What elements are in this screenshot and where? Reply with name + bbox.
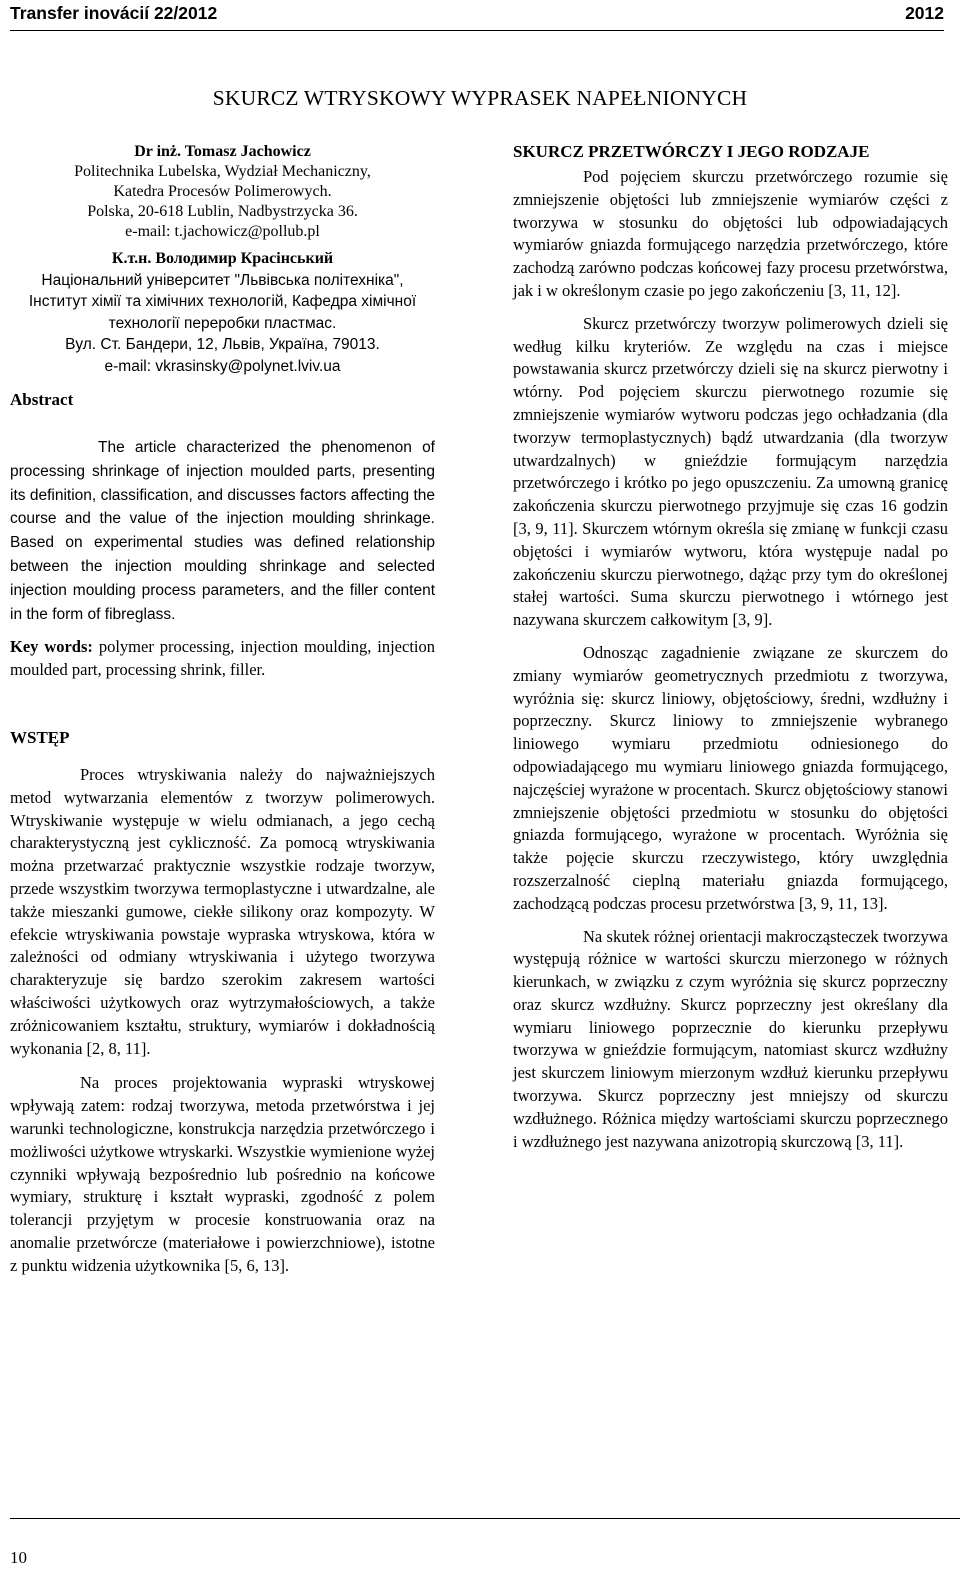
- journal-year: 2012: [905, 3, 944, 23]
- keywords-label: Key words:: [10, 637, 93, 657]
- author-polish-name: Dr inż. Tomasz Jachowicz: [134, 143, 311, 160]
- skurcz-paragraph-1: Pod pojęciem skurczu przetwórczego rozumie się zmniejszenie objętości lub zmniejszenie wymiarów części z tworzywa w stosunku do objętości lub odpowiadających wymiarów gniazda formującego narzędzia przetwórczego, które zachodzą zarówno podczas końcowej fazy procesu przetwórstwa, jak i w określonym czasie po jego zakończeniu [3, 11, 12].: [513, 167, 948, 300]
- author-polish-address: Polska, 20-618 Lublin, Nadbystrzycka 36.: [87, 203, 358, 220]
- page-number: 10: [10, 1548, 27, 1567]
- skurcz-body: [513, 166, 948, 1153]
- right-column: [513, 142, 948, 1163]
- skurcz-paragraph-3: Odnosząc zagadnienie związane ze skurczem do zmiany wymiarów geometrycznych przedmiotu z tworzywa, wyróżnia się: skurcz liniowy, objętościowy, średni, wzdłużny i poprzeczny. Skurcz liniowy to zmniejszenie wybranego liniowego wymiaru przedmiotu odniesionego do odpowiadającego mu wymiaru liniowego gniazda formującego, najczęściej wyrażone w procentach. Skurcz objętościowy stanowi zmniejszenie objętości przedmiotu w stosunku do objętości gniazda formującego, wyrażone w procentach. Wyróżnia się także pojęcie skurczu rzeczywistego, który uwzględnia rozszerzalność cieplną materiału gniazda formującego, zachodzącą podczas procesu przetwórstwa [3, 9, 11, 13].: [513, 642, 948, 913]
- author-ukrainian: [10, 248, 435, 377]
- footer-rule: [10, 1518, 960, 1519]
- keywords: [10, 636, 435, 682]
- abstract-text: The article characterized the phenomenon of processing shrinkage of injection moulded parts, presenting its definition, classification, and discusses factors affecting the course and the value of the injection moulding shrinkage. Based on experimental studies was defined relationship between the injection moulding shrinkage and selected injection moulding process parameters, and the filler content in the form of fibreglass.: [10, 439, 435, 623]
- skurcz-paragraph-4: Na skutek różnej orientacji makrocząsteczek tworzywa występują różnice w wartości skurczu mierzonego w różnych kierunkach, w związku z czym wyróżnia się skurcz poprzeczny oraz skurcz wzdłużny. Skurcz poprzeczny jest określany dla wymiaru liniowego poprzecznie do kierunku przepływu tworzywa w gnieździe formującym, natomiast skurcz wzdłużny jest skurczem liniowym mierzonym wzdłuż kierunku przepływu tworzywa. Skurcz poprzeczny jest mniejszy od skurczu wzdłużnego. Różnica między wartościami skurczu poprzecznego i wzdłużnego jest nazywana anizotropią skurczową [3, 11].: [513, 926, 948, 1151]
- article-title: SKURCZ WTRYSKOWY WYPRASEK NAPEŁNIONYCH: [212, 86, 748, 110]
- skurcz-paragraph-2: Skurcz przetwórczy tworzyw polimerowych dzieli się według kilku kryteriów. Ze względu na czas i miejsce powstawania skurcz przetwórczy dzieli się na skurcz pierwotny i wtórny. Pod pojęciem skurczu pierwotnego rozumie się zmniejszenie wymiarów wytworu podczas jego ochładzania (dla tworzyw termoplastycznych) bądź utwardzania (dla tworzyw utwardzalnych) w gnieździe formującym narzędzia przetwórczego i krótko po jego opuszczeniu. Za umowną granicę zakończenia skurczu pierwotnego przyjmuje się czas 16 godzin [3, 9, 11]. Skurczem wtórnym określa się zmianę w funkcji czasu objętości i wymiarów wytworu, która występuje nadal po zakończeniu skurczu pierwotnego, dążąc przy tym do określonej stałej wartości. Suma skurczu pierwotnego i wtórnego jest nazywana skurczem całkowitym [3, 9].: [513, 313, 948, 630]
- author-polish-affiliation-1: Politechnika Lubelska, Wydział Mechaniczny,: [74, 163, 371, 180]
- left-column: [10, 142, 435, 1278]
- running-head: [10, 0, 944, 31]
- section-heading-skurcz: SKURCZ PRZETWÓRCZY I JEGO RODZAJE: [513, 142, 870, 161]
- abstract-heading: Abstract: [10, 390, 74, 409]
- author-polish-affiliation-2: Katedra Procesów Polimerowych.: [113, 183, 332, 200]
- author-ukrainian-affiliation: Національний університет "Львівська політехніка", Інститут хімії та хімічних технологій, Кафедра хімічної технології переробки пластмас.: [28, 271, 417, 332]
- author-polish-email: e-mail: t.jachowicz@pollub.pl: [125, 223, 320, 240]
- keywords-list: polymer processing, injection moulding, injection moulded part, processing shrink, filler.: [10, 637, 435, 680]
- wstep-paragraph-2: Na proces projektowania wypraski wtryskowej wpływają zatem: rodzaj tworzywa, metoda przetwórstwa i jej warunki technologiczne, konstrukcja narzędzia przetwórczego i możliwości użytkowe wtryskarki. Wszystkie wymienione wyżej czynniki wpływają bezpośrednio lub pośrednio na końcowe wymiary, strukturę i kształt wypraski, zgodność z polem tolerancji przyjętym w procesie konstruowania oraz na anomalie przetwórcze (materiałowe i powierzchniowe), istotne z punktu widzenia użytkownika [5, 6, 13].: [10, 1073, 435, 1275]
- section-heading-wstep: WSTĘP: [10, 727, 70, 747]
- author-ukrainian-address: Вул. Ст. Бандери, 12, Львів, Україна, 79013.: [65, 336, 380, 353]
- author-ukrainian-email: e-mail: vkrasinsky@polynet.lviv.ua: [104, 357, 341, 375]
- wstep-paragraph-1: Proces wtryskiwania należy do najważniejszych metod wytwarzania elementów z tworzyw polimerowych. Wtryskiwanie występuje w wielu odmianach, a jego cechą charakterystyczną jest cykliczność. Za pomocą wtryskiwania można przetwarzać praktycznie wszystkie rodzaje tworzyw, przede wszystkim tworzywa termoplastyczne i utwardzalne, ale także mieszanki gumowe, ciekłe silikony oraz kompozyty. W efekcie wtryskiwania powstaje wypraska wtryskowa, która w zależności od odmiany wtryskiwania i użytego tworzywa charakteryzuje się bardzo szerokim zakresem wartości właściwości użytkowych oraz wytrzymałościowych, a także zróżnicowaniem kształtu, struktury, wymiarów i dokładnością wykonania [2, 8, 11].: [10, 764, 435, 1058]
- journal-name: Transfer inovácií 22/2012: [10, 3, 218, 23]
- author-ukrainian-name: К.т.н. Володимир Красінський: [111, 250, 334, 267]
- author-polish: [10, 142, 435, 242]
